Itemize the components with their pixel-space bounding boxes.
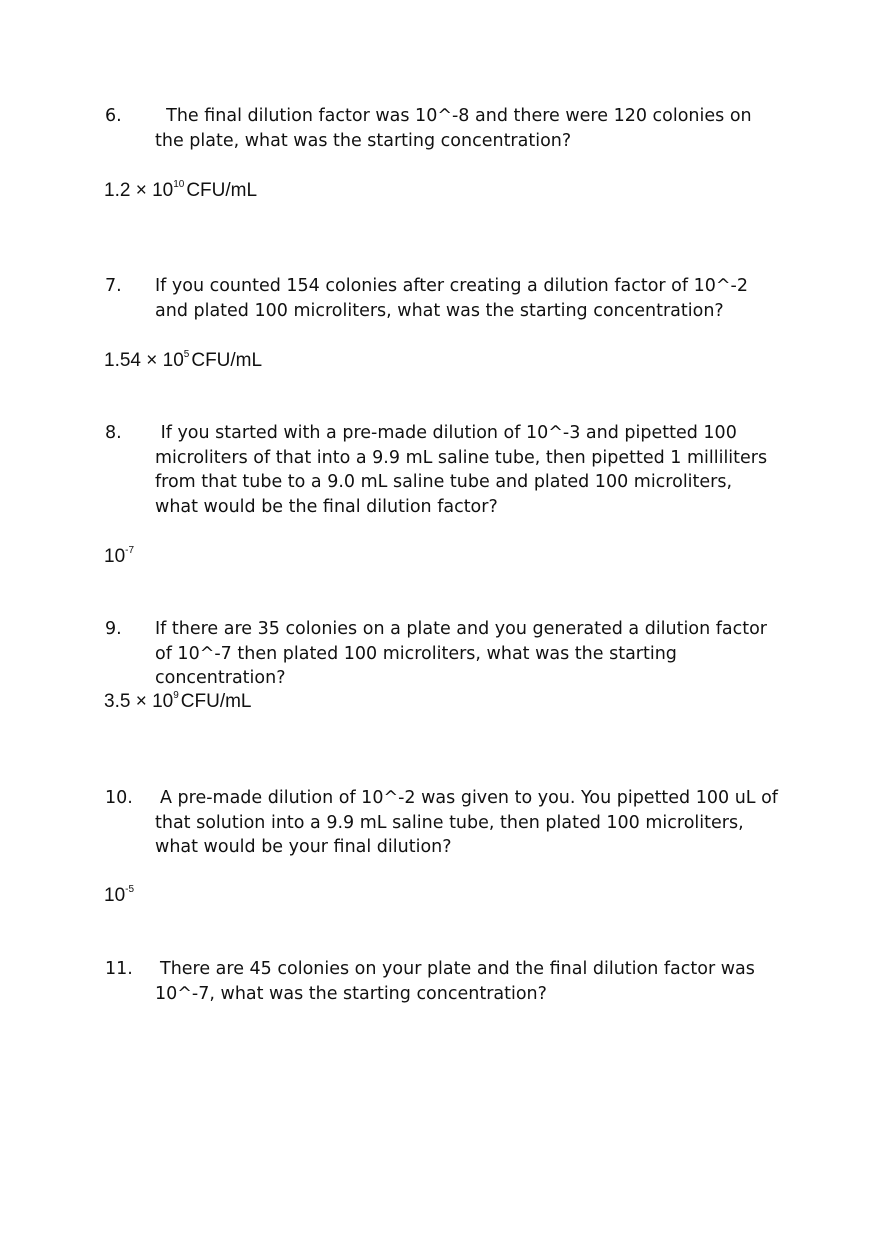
answer-unit: CFU/mL — [180, 691, 252, 712]
answer-base: 1.54 × 10 — [104, 350, 184, 371]
question-number: 6. — [105, 106, 122, 126]
answer-exponent: 9 — [173, 690, 179, 701]
answer-exponent: -5 — [125, 884, 135, 895]
answer-7 — [104, 349, 262, 373]
question-text: If you started with a pre-made dilution of 10^-3 and pipetted 100 microliters of that into a 9.9 mL saline tube, then pipetted 1 milliliters from that tube to a 9.0 mL saline tube and plated 100 microliters, what would be the final dilution factor? — [155, 423, 773, 517]
answer-9 — [104, 690, 252, 714]
question-number: 9. — [105, 619, 122, 639]
question-9 — [105, 617, 780, 691]
question-number: 7. — [105, 276, 122, 296]
answer-10 — [104, 884, 136, 908]
question-10 — [105, 786, 780, 860]
answer-6 — [104, 179, 257, 203]
question-11 — [105, 957, 780, 1006]
question-text: There are 45 colonies on your plate and the final dilution factor was 10^-7, what was the starting concentration? — [155, 959, 755, 1004]
question-number: 8. — [105, 423, 122, 443]
question-text: The final dilution factor was 10^-8 and there were 120 colonies on the plate, what was the starting concentration? — [155, 106, 758, 151]
answer-base: 10 — [104, 546, 126, 567]
question-8 — [105, 421, 780, 519]
question-6 — [105, 104, 780, 153]
question-text: A pre-made dilution of 10^-2 was given to you. You pipetted 100 uL of that solution into a 9.9 mL saline tube, then plated 100 microliters, what would be your final dilution? — [155, 788, 778, 857]
answer-unit: CFU/mL — [186, 180, 258, 201]
answer-base: 1.2 × 10 — [104, 180, 174, 201]
question-number: 10. — [105, 788, 133, 808]
answer-unit: CFU/mL — [191, 350, 263, 371]
answer-8 — [104, 545, 136, 569]
question-number: 11. — [105, 959, 133, 979]
question-text: If you counted 154 colonies after creating a dilution factor of 10^-2 and plated 100 microliters, what was the starting concentration? — [155, 276, 748, 321]
answer-base: 10 — [104, 885, 126, 906]
answer-exponent: 10 — [173, 179, 185, 190]
answer-exponent: 5 — [183, 349, 190, 360]
answer-base: 3.5 × 10 — [104, 691, 174, 712]
answer-exponent: -7 — [125, 545, 135, 556]
question-7 — [105, 274, 780, 323]
question-text: If there are 35 colonies on a plate and you generated a dilution factor of 10^-7 then plated 100 microliters, what was the starting concentration? — [155, 619, 767, 688]
